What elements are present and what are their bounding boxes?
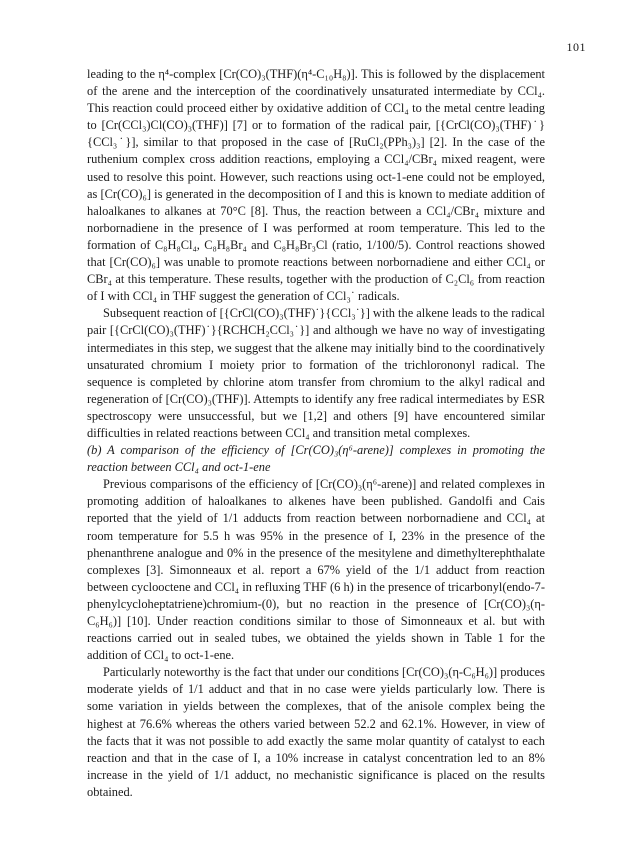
paragraph-2: Subsequent reaction of [{CrCl(CO)₃(THF)˙}{CCl₃˙}] with the alkene leads to the radical pair [{CrCl(CO)₃(THF)˙}{RCHCH₂CCl₃˙}] and although we have no way of investigating intermediates in this step, we suggest that the alkene may initially bind to the coordinatively unsaturated chromium I moiety prior to formation of the trichlorononyl radical. The sequence is completed by chlorine atom transfer from chromium to the alkyl radical and regeneration of [Cr(CO)₃(THF)]. Attempts to identify any free radical intermediates by ESR spectroscopy were unsuccessful, but we [1,2] and others [9] have encountered similar difficulties in related reactions between CCl₄ and transition metal complexes. — [87, 306, 545, 440]
paragraph-3: Previous comparisons of the efficiency of [Cr(CO)₃(η⁶-arene)] and related complexes in promoting addition of haloalkanes to alkenes have been published. Gandolfi and Cais reported that the yield of 1/1 adducts from reaction between norbornadiene and CCl₄ at room temperature for 5.5 h was 95% in the presence of I, 23% in the presence of the phenanthrene analogue and 0% in the presence of the mesitylene and dimethylterephthalate complexes [3]. Simonneaux et al. report a 67% yield of the 1/1 adduct from reaction between cyclooctene and CCl₄ in refluxing THF (6 h) in the presence of tricarbonyl(endo-7-phenylcycloheptatriene)chromium-(0), but no reaction in the presence of [Cr(CO)₃(η-C₆H₆)] [10]. Under reaction conditions similar to those of Simonneaux et al. but with reactions carried out in sealed tubes, we obtained the yields shown in Table 1 for the addition of CCl₄ to oct-1-ene. — [87, 477, 545, 663]
body-text — [87, 66, 545, 801]
paragraph-1: leading to the η⁴-complex [Cr(CO)₃(THF)(η⁴-C₁₀H₈)]. This is followed by the displacement of the arene and the interception of the coordinatively unsaturated intermediate by CCl₄. This reaction could proceed either by oxidative addition of CCl₄ to the metal centre leading to [Cr(CCl₃)Cl(CO)₃(THF)] [7] or to formation of the radical pair, [{CrCl(CO)₃(THF)˙}{CCl₃˙}], similar to that proposed in the case of [RuCl₂(PPh₃)₃] [2]. In the case of the ruthenium complex cross addition reactions, employing a CCl₄/CBr₄ mixed reagent, were used to resolve this point. However, such reactions using oct-1-ene could not be employed, as [Cr(CO)₆] is generated in the decomposition of I and this is known to mediate addition of haloalkanes to alkanes at 70°C [8]. Thus, the reaction between a CCl₄/CBr₄ mixture and norbornadiene in the presence of I was performed at room temperature. This led to the formation of C₈H₈Cl₄, C₈H₈Br₄ and C₈H₈Br₃Cl (ratio, 1/100/5). Control reactions showed that [Cr(CO)₆] was unable to promote reactions between norbornadiene and either CCl₄ or CBr₄ at this temperature. These results, together with the production of C₂Cl₆ from reaction of I with CCl₄ in THF suggest the generation of CCl₃˙ radicals. — [87, 67, 545, 304]
page-number: 101 — [566, 40, 586, 54]
paragraph-4: Particularly noteworthy is the fact that under our conditions [Cr(CO)₃(η-C₆H₆)] produces moderate yields of 1/1 adduct and that in no case were yields particularly low. There is some variation in yields between the complexes, that of the anisole complex being the highest at 76.6% whereas the others varied between 52.2 and 62.1%. However, in view of the facts that it was not possible to add exactly the same molar quantity of catalyst to each reaction and that in the case of I, a 10% increase in catalyst concentration led to an 8% increase in the yield of 1/1 adduct, no mechanistic significance is placed on the results obtained. — [87, 665, 545, 799]
section-heading: (b) A comparison of the efficiency of [Cr(CO)₃(η⁶-arene)] complexes in promoting the reaction between CCl₄ and oct-1-ene — [87, 443, 545, 475]
